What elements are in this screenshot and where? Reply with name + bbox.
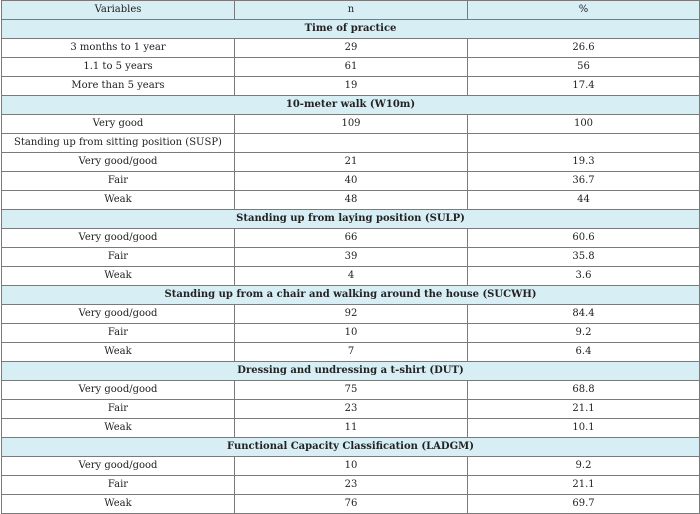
cell-percent: 69.7 bbox=[468, 495, 700, 514]
table-row bbox=[2, 343, 700, 362]
cell-n: 76 bbox=[235, 495, 468, 514]
column-header-variables: Variables bbox=[2, 1, 235, 20]
table-row bbox=[2, 191, 700, 210]
cell-n: 66 bbox=[235, 229, 468, 248]
cell-n: 11 bbox=[235, 419, 468, 438]
cell-n: 40 bbox=[235, 172, 468, 191]
table-row bbox=[2, 134, 700, 153]
cell-variable: Weak bbox=[2, 495, 235, 514]
cell-variable: Very good/good bbox=[2, 229, 235, 248]
cell-percent: 56 bbox=[468, 58, 700, 77]
cell-variable: Weak bbox=[2, 419, 235, 438]
cell-percent: 36.7 bbox=[468, 172, 700, 191]
cell-n: 4 bbox=[235, 267, 468, 286]
section-header-row bbox=[2, 210, 700, 229]
cell-variable: Very good/good bbox=[2, 381, 235, 400]
cell-variable: Very good/good bbox=[2, 457, 235, 476]
section-title: Standing up from a chair and walking around the house (SUCWH) bbox=[2, 286, 700, 305]
cell-n: 75 bbox=[235, 381, 468, 400]
cell-percent: 44 bbox=[468, 191, 700, 210]
cell-n: 61 bbox=[235, 58, 468, 77]
cell-n: 23 bbox=[235, 400, 468, 419]
table-row bbox=[2, 39, 700, 58]
cell-variable: Fair bbox=[2, 400, 235, 419]
table-row bbox=[2, 305, 700, 324]
cell-n: 10 bbox=[235, 324, 468, 343]
table-row bbox=[2, 172, 700, 191]
table-row bbox=[2, 400, 700, 419]
cell-variable: Very good/good bbox=[2, 153, 235, 172]
section-header-row bbox=[2, 96, 700, 115]
cell-percent: 35.8 bbox=[468, 248, 700, 267]
table-row bbox=[2, 381, 700, 400]
cell-variable: Standing up from sitting position (SUSP) bbox=[2, 134, 235, 153]
cell-percent: 100 bbox=[468, 115, 700, 134]
table-header-row bbox=[2, 1, 700, 20]
cell-n: 92 bbox=[235, 305, 468, 324]
table-row bbox=[2, 115, 700, 134]
section-title: Time of practice bbox=[2, 20, 700, 39]
cell-percent: 9.2 bbox=[468, 324, 700, 343]
cell-variable: Weak bbox=[2, 267, 235, 286]
column-header-n: n bbox=[235, 1, 468, 20]
cell-percent bbox=[468, 134, 700, 153]
section-header-row bbox=[2, 438, 700, 457]
table-row bbox=[2, 457, 700, 476]
cell-variable: Fair bbox=[2, 248, 235, 267]
table-row bbox=[2, 267, 700, 286]
column-header-percent: % bbox=[468, 1, 700, 20]
table-row bbox=[2, 476, 700, 495]
cell-variable: Fair bbox=[2, 476, 235, 495]
cell-variable: More than 5 years bbox=[2, 77, 235, 96]
section-title: 10-meter walk (W10m) bbox=[2, 96, 700, 115]
cell-percent: 6.4 bbox=[468, 343, 700, 362]
cell-variable: 1.1 to 5 years bbox=[2, 58, 235, 77]
section-header-row bbox=[2, 362, 700, 381]
cell-percent: 84.4 bbox=[468, 305, 700, 324]
cell-percent: 26.6 bbox=[468, 39, 700, 58]
table-row bbox=[2, 229, 700, 248]
section-header-row bbox=[2, 20, 700, 39]
cell-n: 10 bbox=[235, 457, 468, 476]
cell-n: 29 bbox=[235, 39, 468, 58]
table-row bbox=[2, 419, 700, 438]
cell-n: 23 bbox=[235, 476, 468, 495]
cell-n: 21 bbox=[235, 153, 468, 172]
table-row bbox=[2, 495, 700, 514]
section-title: Functional Capacity Classification (LADGM) bbox=[2, 438, 700, 457]
table-row bbox=[2, 324, 700, 343]
cell-percent: 68.8 bbox=[468, 381, 700, 400]
cell-variable: Weak bbox=[2, 343, 235, 362]
cell-n bbox=[235, 134, 468, 153]
table-row bbox=[2, 153, 700, 172]
cell-percent: 3.6 bbox=[468, 267, 700, 286]
cell-percent: 17.4 bbox=[468, 77, 700, 96]
cell-n: 7 bbox=[235, 343, 468, 362]
cell-n: 48 bbox=[235, 191, 468, 210]
cell-n: 39 bbox=[235, 248, 468, 267]
section-title: Dressing and undressing a t-shirt (DUT) bbox=[2, 362, 700, 381]
table-row bbox=[2, 58, 700, 77]
results-table bbox=[1, 0, 700, 514]
table-row bbox=[2, 77, 700, 96]
cell-percent: 21.1 bbox=[468, 476, 700, 495]
cell-n: 109 bbox=[235, 115, 468, 134]
cell-variable: Very good bbox=[2, 115, 235, 134]
cell-percent: 9.2 bbox=[468, 457, 700, 476]
table-row bbox=[2, 248, 700, 267]
section-header-row bbox=[2, 286, 700, 305]
cell-percent: 21.1 bbox=[468, 400, 700, 419]
cell-variable: Weak bbox=[2, 191, 235, 210]
cell-variable: Fair bbox=[2, 324, 235, 343]
cell-percent: 10.1 bbox=[468, 419, 700, 438]
cell-variable: Fair bbox=[2, 172, 235, 191]
section-title: Standing up from laying position (SULP) bbox=[2, 210, 700, 229]
cell-variable: Very good/good bbox=[2, 305, 235, 324]
cell-percent: 60.6 bbox=[468, 229, 700, 248]
cell-n: 19 bbox=[235, 77, 468, 96]
table-body bbox=[2, 20, 700, 514]
cell-variable: 3 months to 1 year bbox=[2, 39, 235, 58]
cell-percent: 19.3 bbox=[468, 153, 700, 172]
